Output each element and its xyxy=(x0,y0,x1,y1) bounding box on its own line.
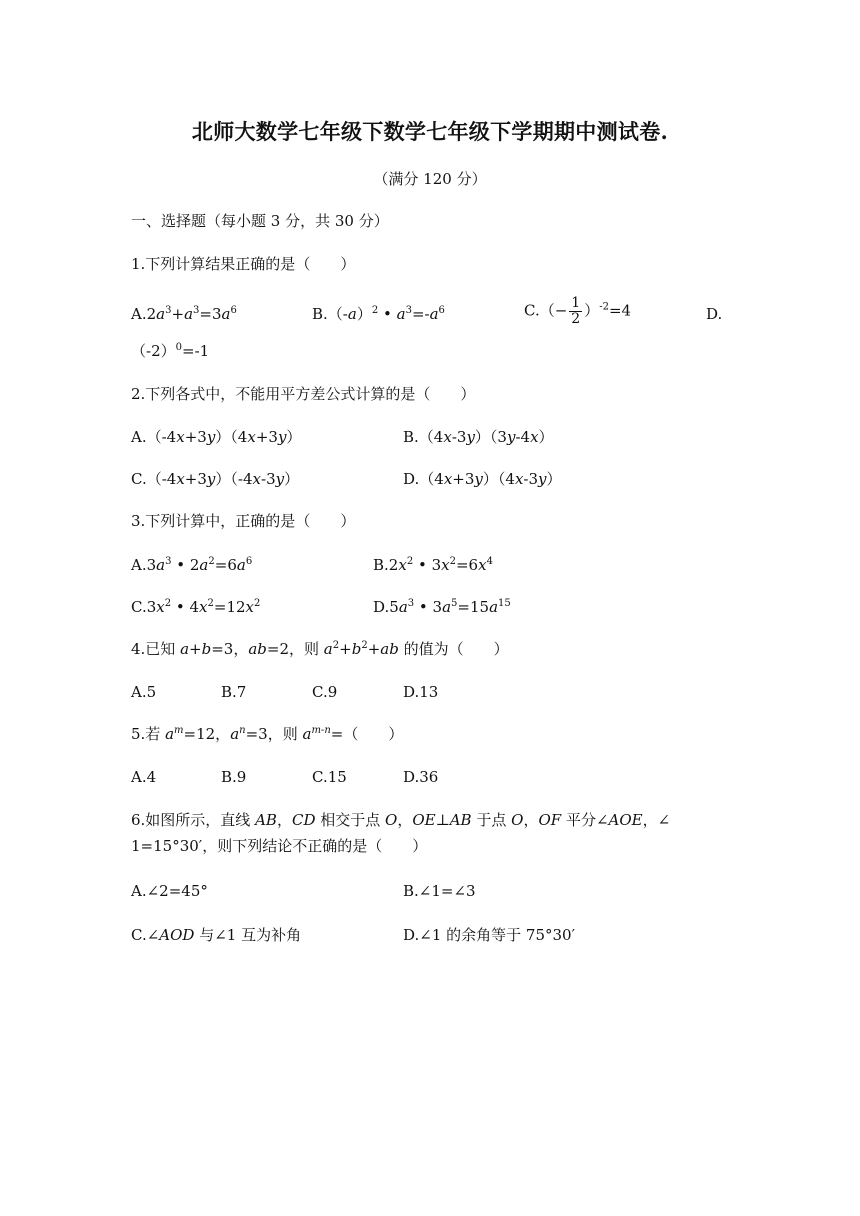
question-4-option-b: B.7 xyxy=(221,683,247,701)
question-2-stem: 2.下列各式中，不能用平方差公式计算的是（ ） xyxy=(131,385,476,403)
question-1-option-c: C.（− $\frac{1}{2}$ ）$^{-2}$=4 xyxy=(524,295,632,327)
fraction-one-half: $\frac{1}{2}$ xyxy=(571,295,581,327)
question-3-option-b: $B.2x^2$ • $3x^2=6x^4$ xyxy=(373,556,493,574)
question-5-option-c: C.15 xyxy=(312,768,347,786)
question-3-stem: 3.下列计算中，正确的是（ ） xyxy=(131,512,356,530)
question-5-stem: 5.若 $a^m=12$，$a^n=3$，则 $a^{m-n}=$（ ） xyxy=(131,725,404,743)
question-6-stem-line-1: 6.如图所示，直线 AB，CD 相交于点 O，OE⊥AB 于点 O，OF 平分∠AOE，∠ xyxy=(131,811,671,829)
question-2-option-a: A.（-4x+3y）（4x+3y） xyxy=(131,428,302,446)
page-title: 北师大数学七年级下数学七年级下学期期中测试卷. xyxy=(191,119,669,144)
question-2-option-b: B.（4x-3y）（3y-4x） xyxy=(403,428,554,446)
section-heading: 一、选择题（每小题 3 分，共 30 分） xyxy=(131,212,389,230)
page-subtitle: （满分 120 分） xyxy=(373,170,487,188)
question-4-option-d: D.13 xyxy=(403,683,439,701)
question-3-option-a: $A.3a^3$ • $2a^2=6a^6$ xyxy=(131,556,253,574)
question-3-option-d: $D.5a^3$ • $3a^5=15a^{15}$ xyxy=(373,598,511,616)
question-6-option-a: A.∠2=45° xyxy=(131,882,208,900)
question-6-stem-line-2: 1=15°30′，则下列结论不正确的是（ ） xyxy=(131,837,428,855)
question-6-option-c: C.∠AOD 与∠1 互为补角 xyxy=(131,926,302,944)
question-4-option-a: A.5 xyxy=(131,683,157,701)
question-1-option-d-body: $(-2)^0=-1$ xyxy=(131,342,210,360)
question-4-option-c: C.9 xyxy=(312,683,338,701)
question-6-option-b: B.∠1=∠3 xyxy=(403,882,476,900)
question-1-stem: 1.下列计算结果正确的是（ ） xyxy=(131,255,356,273)
question-4-stem: 4.已知 a+b=3，ab=2，则 $a^2+b^2+ab$ 的值为（ ） xyxy=(131,640,509,658)
question-1-option-d-label: D. xyxy=(706,305,723,323)
question-6-option-d: D.∠1 的余角等于 75°30′ xyxy=(403,926,575,944)
question-2-option-c: C.（-4x+3y）（-4x-3y） xyxy=(131,470,300,488)
question-5-option-a: A.4 xyxy=(131,768,157,786)
question-5-option-d: D.36 xyxy=(403,768,439,786)
question-2-option-d: D.（4x+3y）（4x-3y） xyxy=(403,470,562,488)
question-1-option-b: $B.(-a)^2$ • $a^3=-a^6$ xyxy=(312,305,445,323)
question-5-option-b: B.9 xyxy=(221,768,247,786)
question-1-option-a: $A.2a^3+a^3=3a^6$ xyxy=(131,305,237,323)
question-3-option-c: $C.3x^2$ • $4x^2=12x^2$ xyxy=(131,598,261,616)
